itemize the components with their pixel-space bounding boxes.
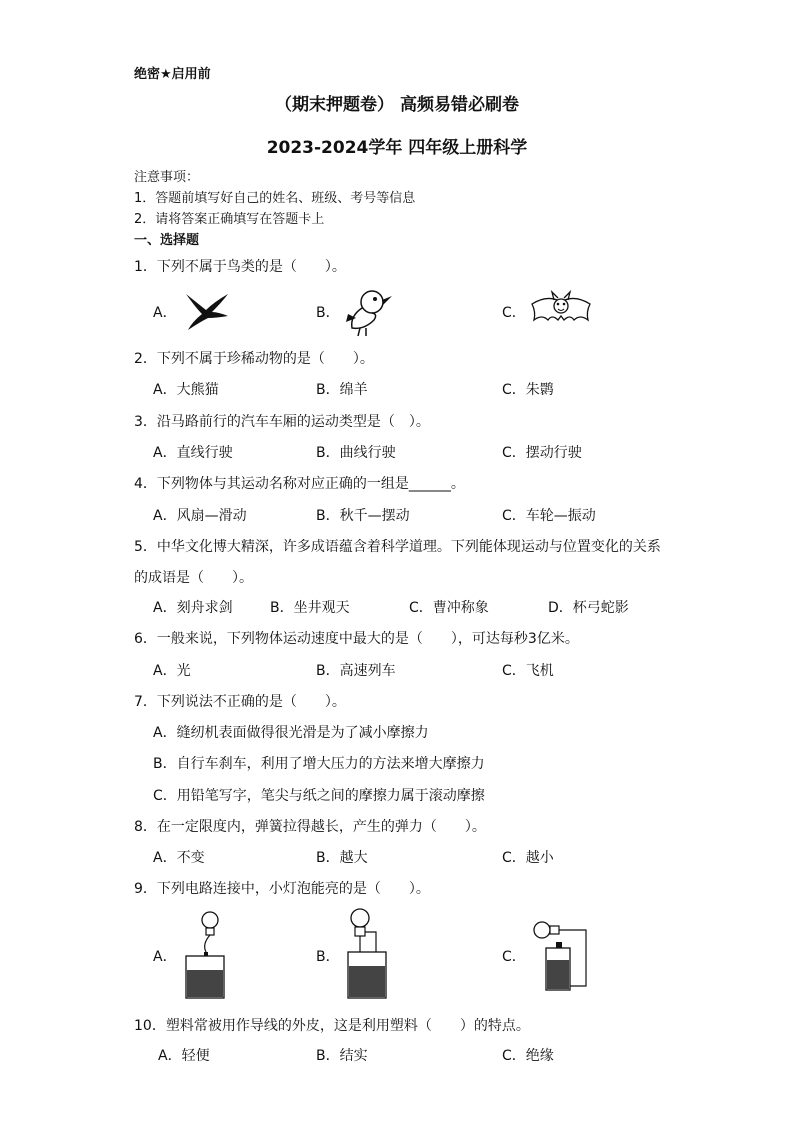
option: B．绵羊 bbox=[316, 382, 368, 398]
option: B．曲线行驶 bbox=[316, 445, 396, 461]
option: A．光 bbox=[153, 663, 191, 679]
option: B．越大 bbox=[316, 850, 368, 866]
option: C．飞机 bbox=[502, 663, 554, 679]
note-item: 1．答题前填写好自己的姓名、班级、考号等信息 bbox=[134, 191, 416, 206]
option: C．摆动行驶 bbox=[502, 445, 582, 461]
option: B． bbox=[316, 305, 340, 321]
option: C．朱鹮 bbox=[502, 382, 554, 398]
question-stem: 7．下列说法不正确的是（ ）。 bbox=[134, 694, 346, 710]
exam-subtitle: 2023-2024学年 四年级上册科学 bbox=[266, 138, 528, 158]
option: A．缝纫机表面做得很光滑是为了减小摩擦力 bbox=[153, 725, 429, 741]
option: B．自行车刹车，利用了增大压力的方法来增大摩擦力 bbox=[153, 756, 485, 772]
notes-heading: 注意事项： bbox=[134, 170, 200, 185]
option: B．坐井观天 bbox=[270, 600, 350, 616]
secret-label: 绝密★启用前 bbox=[134, 67, 211, 82]
option: B．秋千—摆动 bbox=[316, 508, 410, 524]
option: A．风扇—滑动 bbox=[153, 508, 247, 524]
option: B．高速列车 bbox=[316, 663, 396, 679]
option: B． bbox=[316, 949, 340, 965]
exam-title: （期末押题卷） 高频易错必刷卷 bbox=[275, 95, 519, 115]
option: C． bbox=[502, 949, 526, 965]
circuit-c-icon bbox=[524, 912, 590, 992]
question-stem: 10．塑料常被用作导线的外皮，这是利用塑料（ ）的特点。 bbox=[134, 1018, 530, 1034]
option: C．车轮—振动 bbox=[502, 508, 596, 524]
option: C．绝缘 bbox=[502, 1048, 554, 1064]
bat-icon bbox=[528, 290, 594, 330]
option: A． bbox=[153, 305, 177, 321]
section-heading: 一、选择题 bbox=[134, 233, 200, 248]
question-stem: 1．下列不属于鸟类的是（ ）。 bbox=[134, 259, 346, 275]
question-stem: 2．下列不属于珍稀动物的是（ ）。 bbox=[134, 351, 374, 367]
option: A． bbox=[153, 949, 177, 965]
note-item: 2．请将答案正确填写在答题卡上 bbox=[134, 212, 325, 227]
option: C．曹冲称象 bbox=[409, 600, 489, 616]
question-stem: 6．一般来说，下列物体运动速度中最大的是（ ），可达每秒3亿米。 bbox=[134, 631, 579, 647]
question-stem: 8．在一定限度内，弹簧拉得越长，产生的弹力（ ）。 bbox=[134, 819, 486, 835]
option: A．大熊猫 bbox=[153, 382, 219, 398]
option: A．不变 bbox=[153, 850, 205, 866]
swallow-icon bbox=[182, 288, 232, 332]
option: D．杯弓蛇影 bbox=[548, 600, 629, 616]
option: A．轻便 bbox=[158, 1048, 210, 1064]
question-stem: 3．沿马路前行的汽车车厢的运动类型是（ ）。 bbox=[134, 414, 430, 430]
option: A．直线行驶 bbox=[153, 445, 233, 461]
question-stem: 5．中华文化博大精深，许多成语蕴含着科学道理。下列能体现运动与位置变化的关系 bbox=[134, 539, 661, 555]
circuit-a-icon bbox=[180, 908, 230, 1000]
option: C．越小 bbox=[502, 850, 554, 866]
circuit-b-icon bbox=[342, 906, 392, 1000]
question-stem: 4．下列物体与其运动名称对应正确的一组是______。 bbox=[134, 476, 465, 492]
bird-icon bbox=[342, 286, 394, 338]
question-stem-continued: 的成语是（ ）。 bbox=[134, 570, 253, 586]
option: B．结实 bbox=[316, 1048, 368, 1064]
option: A．刻舟求剑 bbox=[153, 600, 233, 616]
option: C． bbox=[502, 305, 526, 321]
option: C．用铅笔写字，笔尖与纸之间的摩擦力属于滚动摩擦 bbox=[153, 788, 485, 804]
question-stem: 9．下列电路连接中，小灯泡能亮的是（ ）。 bbox=[134, 881, 430, 897]
